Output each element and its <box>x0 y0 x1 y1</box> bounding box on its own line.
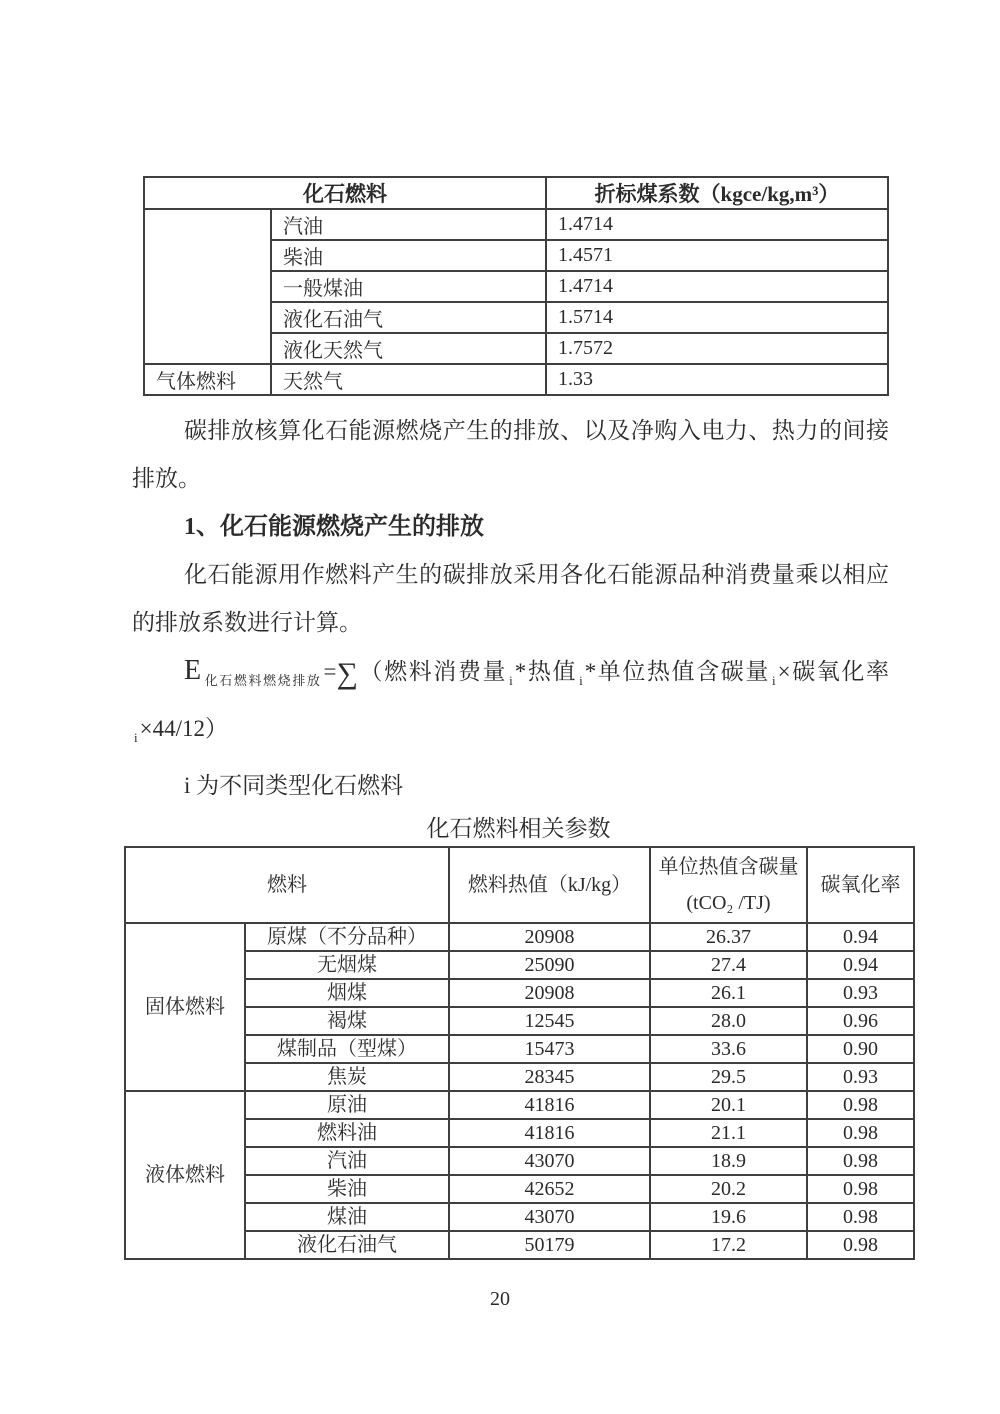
body-text-column <box>132 407 889 810</box>
formula-term: ×44/12） <box>139 716 228 741</box>
coefficient-cell: 1.4571 <box>546 240 888 271</box>
heat-value-cell: 15473 <box>449 1035 650 1063</box>
heat-value-cell: 50179 <box>449 1231 650 1259</box>
table-row <box>144 364 888 395</box>
fuel-name-cell: 天然气 <box>271 364 546 395</box>
heat-value-cell: 43070 <box>449 1147 650 1175</box>
carbon-content-cell: 26.37 <box>650 923 807 951</box>
empty-group-cell <box>144 209 271 364</box>
emission-formula <box>132 647 889 762</box>
fuel-name-cell: 柴油 <box>271 240 546 271</box>
formula-subscript-i: i <box>134 730 138 745</box>
carbon-content-cell: 21.1 <box>650 1119 807 1147</box>
oxidation-rate-cell: 0.98 <box>807 1091 914 1119</box>
header-oxidation-rate: 碳氧化率 <box>807 847 914 923</box>
oxidation-rate-cell: 0.98 <box>807 1147 914 1175</box>
section-heading: 1、化石能源燃烧产生的排放 <box>184 514 484 540</box>
fuel-name-cell: 燃料油 <box>245 1119 449 1147</box>
fuel-params-table <box>124 846 915 1260</box>
fuel-name-cell: 无烟煤 <box>245 951 449 979</box>
fuel-name-cell: 一般煤油 <box>271 271 546 302</box>
formula-term: *热值 <box>514 659 578 684</box>
group-label-solid-fuel: 固体燃料 <box>125 923 245 1091</box>
heat-value-cell: 41816 <box>449 1091 650 1119</box>
oxidation-rate-cell: 0.98 <box>807 1203 914 1231</box>
heat-value-cell: 28345 <box>449 1063 650 1091</box>
carbon-content-cell: 28.0 <box>650 1007 807 1035</box>
coefficient-cell: 1.5714 <box>546 302 888 333</box>
fuel-name-cell: 液化天然气 <box>271 333 546 364</box>
carbon-content-cell: 17.2 <box>650 1231 807 1259</box>
formula-subscript-i: i <box>509 673 513 688</box>
formula-term: ×碳氧化率 <box>777 659 890 684</box>
oxidation-rate-cell: 0.98 <box>807 1231 914 1259</box>
heat-value-cell: 42652 <box>449 1175 650 1203</box>
oxidation-rate-cell: 0.98 <box>807 1119 914 1147</box>
fuel-name-cell: 柴油 <box>245 1175 449 1203</box>
coefficient-cell: 1.4714 <box>546 271 888 302</box>
fuel-name-cell: 褐煤 <box>245 1007 449 1035</box>
fuel-name-cell: 汽油 <box>271 209 546 240</box>
heat-value-cell: 25090 <box>449 951 650 979</box>
body-paragraph: 化石能源用作燃料产生的碳排放采用各化石能源品种消费量乘以相应的排放系数进行计算。 <box>132 562 889 635</box>
heat-value-cell: 20908 <box>449 923 650 951</box>
page-number: 20 <box>490 1288 510 1310</box>
oxidation-rate-cell: 0.93 <box>807 1063 914 1091</box>
header-carbon-content: 单位热值含碳量(tCO₂ /TJ) <box>650 847 807 923</box>
coefficient-cell: 1.4714 <box>546 209 888 240</box>
oxidation-rate-cell: 0.90 <box>807 1035 914 1063</box>
heat-value-cell: 12545 <box>449 1007 650 1035</box>
formula-symbol-E: E <box>184 655 202 686</box>
oxidation-rate-cell: 0.96 <box>807 1007 914 1035</box>
oxidation-rate-cell: 0.98 <box>807 1175 914 1203</box>
formula-subscript-i: i <box>772 673 776 688</box>
fuel-name-cell: 焦炭 <box>245 1063 449 1091</box>
carbon-content-cell: 29.5 <box>650 1063 807 1091</box>
fuel-name-cell: 液化石油气 <box>245 1231 449 1259</box>
carbon-content-cell: 33.6 <box>650 1035 807 1063</box>
fuel-name-cell: 液化石油气 <box>271 302 546 333</box>
formula-equals: = <box>323 659 337 684</box>
intro-paragraph: 碳排放核算化石能源燃烧产生的排放、以及净购入电力、热力的间接排放。 <box>132 418 889 491</box>
coal-coefficient-table <box>143 176 889 396</box>
fuel-name-cell: 汽油 <box>245 1147 449 1175</box>
carbon-content-cell: 20.1 <box>650 1091 807 1119</box>
oxidation-rate-cell: 0.93 <box>807 979 914 1007</box>
fuel-name-cell: 原煤（不分品种） <box>245 923 449 951</box>
table-row <box>144 209 888 240</box>
carbon-content-cell: 20.2 <box>650 1175 807 1203</box>
carbon-content-cell: 18.9 <box>650 1147 807 1175</box>
heat-value-cell: 20908 <box>449 979 650 1007</box>
fuel-name-cell: 煤油 <box>245 1203 449 1231</box>
table-header-row <box>144 177 888 209</box>
table-row <box>125 923 914 951</box>
coefficient-cell: 1.7572 <box>546 333 888 364</box>
oxidation-rate-cell: 0.94 <box>807 951 914 979</box>
table-header-row <box>125 847 914 923</box>
heat-value-cell: 43070 <box>449 1203 650 1231</box>
params-table-title: 化石燃料相关参数 <box>426 816 611 841</box>
carbon-content-cell: 26.1 <box>650 979 807 1007</box>
header-heat-value: 燃料热值（kJ/kg） <box>449 847 650 923</box>
formula-term: *单位热值含碳量 <box>584 659 770 684</box>
header-coal-coefficient: 折标煤系数（kgce/kg,m³） <box>546 177 888 209</box>
formula-note: i 为不同类型化石燃料 <box>184 773 404 798</box>
sigma-symbol: ∑ <box>336 657 358 690</box>
header-fossil-fuel: 化石燃料 <box>144 177 546 209</box>
formula-subscript-i: i <box>579 673 583 688</box>
fuel-name-cell: 煤制品（型煤） <box>245 1035 449 1063</box>
oxidation-rate-cell: 0.94 <box>807 923 914 951</box>
group-label-cell: 气体燃料 <box>144 364 271 395</box>
header-fuel: 燃料 <box>125 847 449 923</box>
group-label-liquid-fuel: 液体燃料 <box>125 1091 245 1259</box>
formula-subscript-label: 化石燃料燃烧排放 <box>203 673 322 688</box>
heat-value-cell: 41816 <box>449 1119 650 1147</box>
formula-term: （燃料消费量 <box>357 659 508 684</box>
carbon-content-cell: 19.6 <box>650 1203 807 1231</box>
fuel-name-cell: 原油 <box>245 1091 449 1119</box>
carbon-content-cell: 27.4 <box>650 951 807 979</box>
coefficient-cell: 1.33 <box>546 364 888 395</box>
fuel-name-cell: 烟煤 <box>245 979 449 1007</box>
table-row <box>125 1091 914 1119</box>
